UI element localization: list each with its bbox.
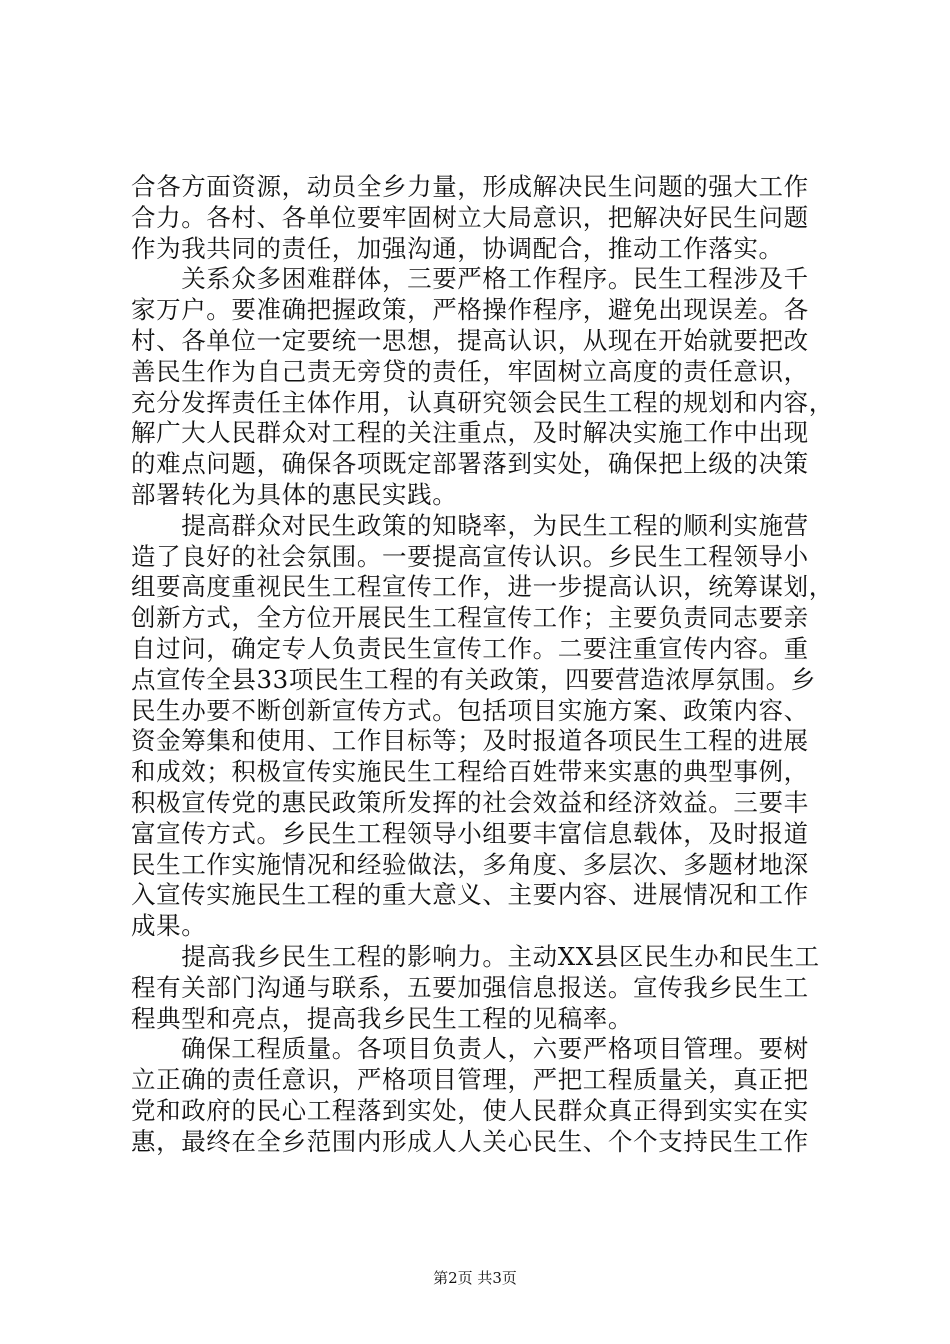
text-line: 资金筹集和使用、工作目标等；及时报道各项民生工程的进展 xyxy=(131,726,809,756)
text-line: 村、各单位一定要统一思想，提高认识，从现在开始就要把改 xyxy=(131,325,809,355)
text-line: 的难点问题，确保各项既定部署落到实处，确保把上级的决策 xyxy=(131,449,809,479)
text-line: 民生办要不断创新宣传方式。包括项目实施方案、政策内容、 xyxy=(131,695,809,725)
text-line: 创新方式，全方位开展民生工程宣传工作；主要负责同志要亲 xyxy=(131,603,809,633)
text-line: 富宣传方式。乡民生工程领导小组要丰富信息载体，及时报道 xyxy=(131,818,809,848)
text-line: 程有关部门沟通与联系，五要加强信息报送。宣传我乡民生工 xyxy=(131,972,809,1002)
text-line: 组要高度重视民生工程宣传工作，进一步提高认识，统筹谋划， xyxy=(131,572,834,602)
body-text xyxy=(131,172,834,1158)
text-line: 和成效；积极宣传实施民生工程给百姓带来实惠的典型事例， xyxy=(131,757,809,787)
text-line: 民生工作实施情况和经验做法，多角度、多层次、多题材地深 xyxy=(131,849,809,879)
text-line: 党和政府的民心工程落到实处，使人民群众真正得到实实在实 xyxy=(131,1095,809,1125)
text-line: 合力。各村、各单位要牢固树立大局意识，把解决好民生问题 xyxy=(131,202,809,232)
text-line: 造了良好的社会氛围。一要提高宣传认识。乡民生工程领导小 xyxy=(131,541,809,571)
text-line: 程典型和亮点，提高我乡民生工程的见稿率。 xyxy=(131,1003,633,1033)
text-line: 部署转化为具体的惠民实践。 xyxy=(131,479,458,509)
text-line: 善民生作为自己责无旁贷的责任，牢固树立高度的责任意识， xyxy=(131,356,809,386)
text-line: 提高群众对民生政策的知晓率，为民生工程的顺利实施营 xyxy=(131,510,809,540)
text-line: 作为我共同的责任，加强沟通，协调配合，推动工作落实。 xyxy=(131,233,784,263)
text-line: 家万户。要准确把握政策，严格操作程序，避免出现误差。各 xyxy=(131,295,809,325)
text-line: 惠，最终在全乡范围内形成人人关心民生、个个支持民生工作 xyxy=(131,1126,809,1156)
text-line: 确保工程质量。各项目负责人，六要严格项目管理。要树 xyxy=(131,1034,809,1064)
text-line: 入宣传实施民生工程的重大意义、主要内容、进展情况和工作 xyxy=(131,880,809,910)
text-line: 合各方面资源，动员全乡力量，形成解决民生问题的强大工作 xyxy=(131,172,809,201)
text-line: 充分发挥责任主体作用，认真研究领会民生工程的规划和内容， xyxy=(131,387,834,417)
text-line: 提高我乡民生工程的影响力。主动XX县区民生办和民生工 xyxy=(131,941,820,971)
text-line: 成果。 xyxy=(131,911,207,941)
page-number-footer: 第2页 共3页 xyxy=(433,1269,517,1287)
text-line: 自过问，确定专人负责民生宣传工作。二要注重宣传内容。重 xyxy=(131,633,809,663)
text-line: 解广大人民群众对工程的关注重点，及时解决实施工作中出现 xyxy=(131,418,809,448)
text-line: 点宣传全县33项民生工程的有关政策，四要营造浓厚氛围。乡 xyxy=(131,664,816,694)
text-line: 积极宣传党的惠民政策所发挥的社会效益和经济效益。三要丰 xyxy=(131,787,809,817)
text-line: 关系众多困难群体，三要严格工作程序。民生工程涉及千 xyxy=(131,264,809,294)
text-line: 立正确的责任意识，严格项目管理，严把工程质量关，真正把 xyxy=(131,1065,809,1095)
